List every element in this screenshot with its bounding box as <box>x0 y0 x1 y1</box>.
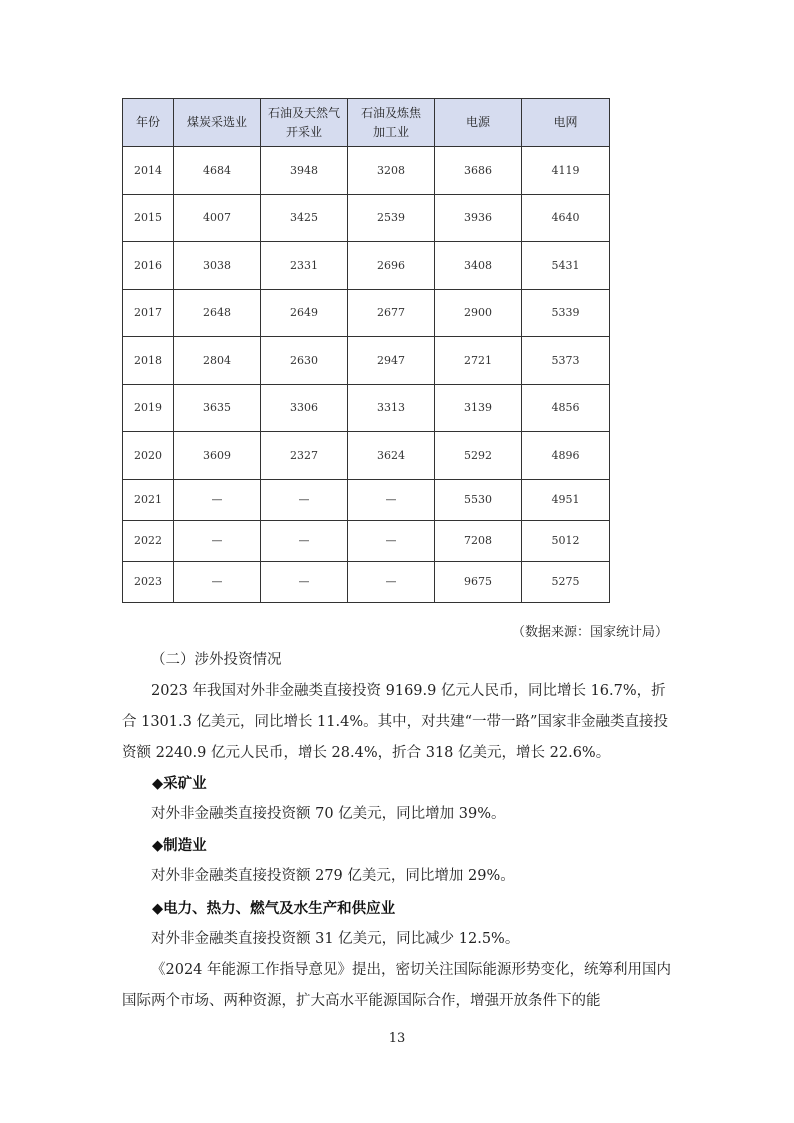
value-cell: 5012 <box>522 520 610 561</box>
year-cell: 2019 <box>123 384 174 432</box>
table-row <box>123 384 610 432</box>
value-cell: 9675 <box>435 561 522 602</box>
table-row <box>123 561 610 602</box>
value-cell: 4119 <box>522 147 610 195</box>
item-text-mining: 对外非金融类直接投资额 70 亿美元，同比增加 39%。 <box>151 806 506 822</box>
item-text-manufacturing: 对外非金融类直接投资额 279 亿美元，同比增加 29%。 <box>151 868 515 884</box>
section-title: （二）涉外投资情况 <box>151 652 282 668</box>
item-heading-mining: ◆采矿业 <box>152 776 207 792</box>
value-cell: 5373 <box>522 337 610 385</box>
value-cell: 2721 <box>435 337 522 385</box>
year-cell: 2022 <box>123 520 174 561</box>
intro-paragraph: 2023 年我国对外非金融类直接投资 9169.9 亿元人民币，同比增长 16.7%，折合 1301.3 亿美元，同比增长 11.4%。其中，对共建“一带一路”国家非金融类直接投资额 2240.9 亿元人民币，增长 28.4%，折合 318 亿美元，增长 22.6%。 <box>122 683 668 761</box>
value-cell: 2331 <box>261 242 348 290</box>
value-cell: — <box>348 520 435 561</box>
table-row <box>123 194 610 242</box>
value-cell: 5431 <box>522 242 610 290</box>
value-cell: 5339 <box>522 289 610 337</box>
value-cell: 2630 <box>261 337 348 385</box>
data-source-note: （数据来源：国家统计局） <box>511 625 668 640</box>
item-heading-manufacturing: ◆制造业 <box>152 838 207 854</box>
table-row <box>123 337 610 385</box>
year-cell: 2017 <box>123 289 174 337</box>
year-cell: 2023 <box>123 561 174 602</box>
value-cell: — <box>261 479 348 520</box>
value-cell: — <box>174 561 261 602</box>
value-cell: — <box>174 520 261 561</box>
value-cell: 2327 <box>261 432 348 480</box>
value-cell: 2947 <box>348 337 435 385</box>
closing-paragraph: 《2024 年能源工作指导意见》提出，密切关注国际能源形势变化，统筹利用国内国际两个市场、两种资源，扩大高水平能源国际合作，增强开放条件下的能 <box>122 962 672 1009</box>
value-cell: 7208 <box>435 520 522 561</box>
value-cell: — <box>174 479 261 520</box>
value-cell: 5275 <box>522 561 610 602</box>
value-cell: 2539 <box>348 194 435 242</box>
value-cell: 5530 <box>435 479 522 520</box>
header-oil-gas-extraction: 石油及天然气 开采业 <box>261 99 348 147</box>
year-cell: 2020 <box>123 432 174 480</box>
header-power-source: 电源 <box>435 99 522 147</box>
table-row <box>123 432 610 480</box>
header-oil-coking: 石油及炼焦 加工业 <box>348 99 435 147</box>
value-cell: — <box>348 479 435 520</box>
value-cell: 5292 <box>435 432 522 480</box>
value-cell: 3038 <box>174 242 261 290</box>
table-row <box>123 520 610 561</box>
value-cell: — <box>348 561 435 602</box>
year-cell: 2016 <box>123 242 174 290</box>
table-header-row <box>123 99 610 147</box>
table-row <box>123 479 610 520</box>
value-cell: 3936 <box>435 194 522 242</box>
value-cell: 4007 <box>174 194 261 242</box>
value-cell: 3948 <box>261 147 348 195</box>
value-cell: 3425 <box>261 194 348 242</box>
value-cell: 2649 <box>261 289 348 337</box>
investment-table <box>122 98 610 603</box>
value-cell: 4640 <box>522 194 610 242</box>
year-cell: 2014 <box>123 147 174 195</box>
value-cell: 3686 <box>435 147 522 195</box>
value-cell: 3313 <box>348 384 435 432</box>
item-heading-utilities: ◆电力、热力、燃气及水生产和供应业 <box>152 901 396 917</box>
header-year: 年份 <box>123 99 174 147</box>
year-cell: 2015 <box>123 194 174 242</box>
value-cell: 3635 <box>174 384 261 432</box>
header-coal-mining: 煤炭采选业 <box>174 99 261 147</box>
year-cell: 2021 <box>123 479 174 520</box>
value-cell: — <box>261 520 348 561</box>
value-cell: 4684 <box>174 147 261 195</box>
year-cell: 2018 <box>123 337 174 385</box>
table-row <box>123 147 610 195</box>
value-cell: 3408 <box>435 242 522 290</box>
value-cell: 2696 <box>348 242 435 290</box>
value-cell: 4951 <box>522 479 610 520</box>
value-cell: 2677 <box>348 289 435 337</box>
value-cell: 3306 <box>261 384 348 432</box>
value-cell: 3609 <box>174 432 261 480</box>
value-cell: 2900 <box>435 289 522 337</box>
table-row <box>123 289 610 337</box>
value-cell: 3208 <box>348 147 435 195</box>
value-cell: — <box>261 561 348 602</box>
value-cell: 2648 <box>174 289 261 337</box>
item-text-utilities: 对外非金融类直接投资额 31 亿美元，同比减少 12.5%。 <box>151 931 520 947</box>
value-cell: 3139 <box>435 384 522 432</box>
page-number: 13 <box>388 1031 406 1046</box>
table-row <box>123 242 610 290</box>
header-power-grid: 电网 <box>522 99 610 147</box>
value-cell: 4896 <box>522 432 610 480</box>
value-cell: 4856 <box>522 384 610 432</box>
value-cell: 3624 <box>348 432 435 480</box>
value-cell: 2804 <box>174 337 261 385</box>
